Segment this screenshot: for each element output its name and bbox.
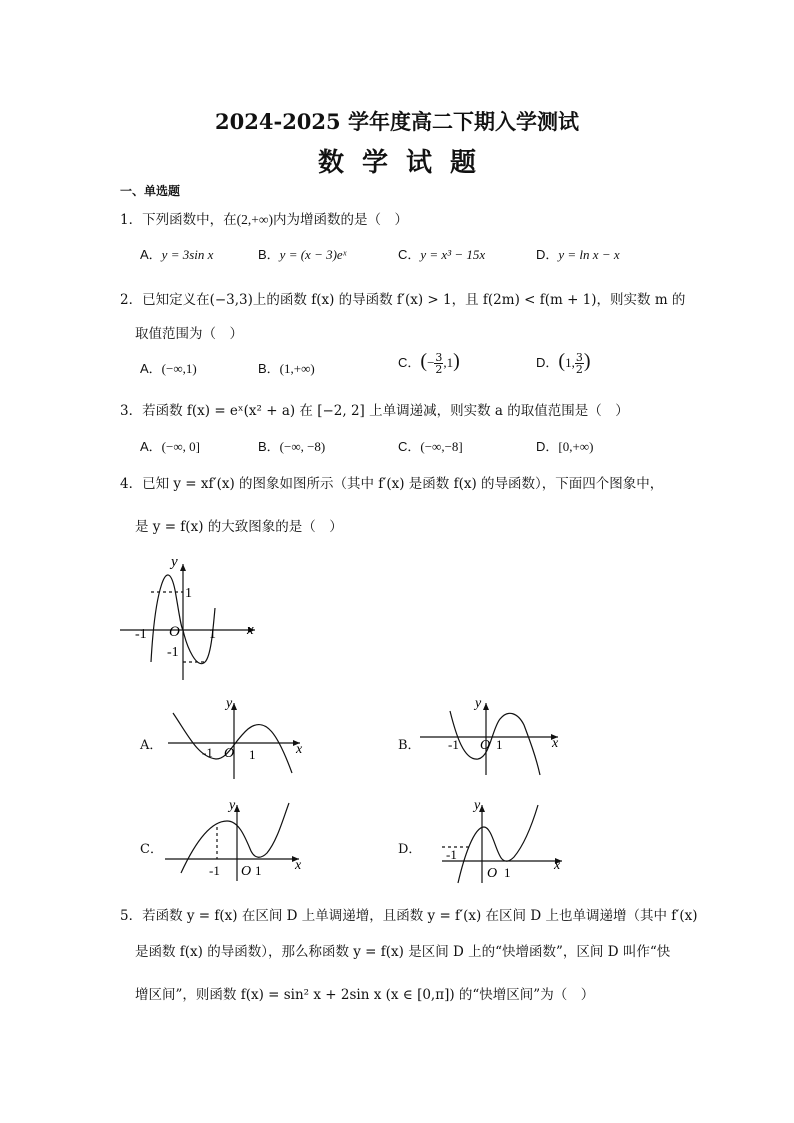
question-1-stem (120, 208, 408, 228)
question-2-stem-cont: 取值范围为（ ） (135, 326, 243, 342)
question-5-stem-cont: 增区间”，则函数 f(x) = sin² x + 2sin x (x ∈ [0,π]) 的“快增区间”为（ ） (135, 987, 595, 1003)
svg-text:x: x (554, 858, 561, 873)
option-a[interactable]: A． (140, 738, 163, 753)
svg-text:-1: -1 (209, 863, 220, 878)
svg-text:1: 1 (249, 747, 256, 762)
question-text: 内为增函数的是（ ） (272, 212, 408, 228)
svg-text:1: 1 (504, 865, 511, 880)
svg-text:1: 1 (255, 863, 262, 878)
question-5-stem (120, 904, 697, 924)
question-2-stem (120, 288, 685, 308)
svg-text:y: y (229, 798, 236, 813)
tick-label: -1 (135, 627, 147, 642)
option-b[interactable]: B．(1,+∞) (258, 361, 315, 376)
question-text: 若函数 f(x) = eˣ(x² + a) 在 [−2, 2] 上单调递减，则实数 a 的取值范围是（ ） (142, 403, 629, 419)
option-c-graph (165, 797, 305, 882)
question-number: 5． (120, 908, 143, 924)
svg-text:x: x (295, 858, 302, 873)
option-c[interactable]: C．y = x³ − 15x (398, 247, 486, 262)
main-graph (115, 550, 265, 685)
svg-text:O: O (480, 738, 491, 753)
question-number: 2． (120, 292, 143, 308)
question-3-stem (120, 399, 629, 419)
exam-subtitle: 数学试题 (317, 148, 494, 178)
option-d[interactable]: D．[0,+∞) (536, 439, 594, 454)
option-d[interactable]: D． (398, 842, 422, 857)
option-b[interactable]: B． (398, 738, 421, 753)
svg-text:-1: -1 (446, 847, 457, 862)
option-a[interactable]: A．(−∞, 0] (140, 439, 200, 454)
fraction: $\frac{3}{2}$ (575, 351, 583, 376)
svg-text:-1: -1 (202, 745, 213, 760)
option-d[interactable]: D．y = ln x − x (536, 247, 620, 262)
option-c[interactable]: C． (140, 842, 163, 857)
question-number: 1． (120, 212, 143, 228)
svg-text:O: O (487, 866, 498, 881)
question-4-stem-cont: 是 y = f(x) 的大致图象的是（ ） (135, 519, 343, 535)
option-d[interactable]: D．(1, $\frac{3}{2}$ ) (536, 350, 591, 376)
option-a[interactable]: A．(−∞,1) (140, 361, 197, 376)
y-arrow-icon (483, 703, 489, 710)
svg-text:x: x (552, 736, 559, 751)
x-label: x (247, 622, 254, 638)
question-text: 下列函数中，在 (142, 212, 237, 228)
question-text: 已知 y = xf′(x) 的图象如图所示（其中 f′(x) 是函数 f(x) 的导函数），下面四个图象中， (142, 476, 664, 492)
question-5-stem-cont: 是函数 f(x) 的导函数），那么称函数 y = f(x) 是区间 D 上的“快增函数”，区间 D 叫作“快 (135, 944, 671, 960)
svg-text:O: O (241, 864, 252, 879)
tick-label: 1 (185, 586, 192, 601)
tick-label: 1 (209, 627, 216, 642)
exam-title: 2024-2025 学年度高二下期入学测试 (215, 109, 579, 134)
interval: (2,+∞) (236, 212, 273, 227)
svg-text:y: y (474, 798, 481, 813)
question-text: 已知定义在(−3,3)上的函数 f(x) 的导函数 f′(x) > 1，且 f(2m) < f(m + 1)，则实数 m 的 (142, 292, 686, 308)
svg-text:-1: -1 (448, 737, 459, 752)
question-number: 3． (120, 403, 143, 419)
y-arrow-icon (180, 564, 186, 571)
svg-text:x: x (296, 742, 303, 757)
origin-label: O (169, 624, 180, 640)
option-a-graph (168, 695, 308, 780)
svg-text:O: O (224, 746, 235, 761)
svg-text:y: y (475, 696, 482, 711)
option-d-graph (442, 797, 567, 885)
option-b[interactable]: B．(−∞, −8) (258, 439, 326, 454)
fraction: $\frac{3}{2}$ (435, 351, 443, 376)
option-c[interactable]: C．(−∞,−8] (398, 439, 463, 454)
question-4-stem (120, 472, 663, 492)
y-label: y (171, 554, 178, 570)
option-a[interactable]: A．y = 3sin x (140, 247, 214, 262)
option-b[interactable]: B．y = (x − 3)eˣ (258, 247, 347, 262)
question-number: 4． (120, 476, 143, 492)
section-heading: 一、单选题 (120, 184, 181, 198)
svg-text:y: y (226, 696, 233, 711)
option-c[interactable]: C．(− $\frac{3}{2}$ ,1) (398, 350, 460, 376)
svg-text:1: 1 (496, 737, 503, 752)
tick-label: -1 (167, 645, 179, 660)
option-b-graph (420, 695, 565, 780)
question-text: 若函数 y = f(x) 在区间 D 上单调递增，且函数 y = f′(x) 在区间 D 上也单调递增（其中 f′(x) (142, 908, 698, 924)
